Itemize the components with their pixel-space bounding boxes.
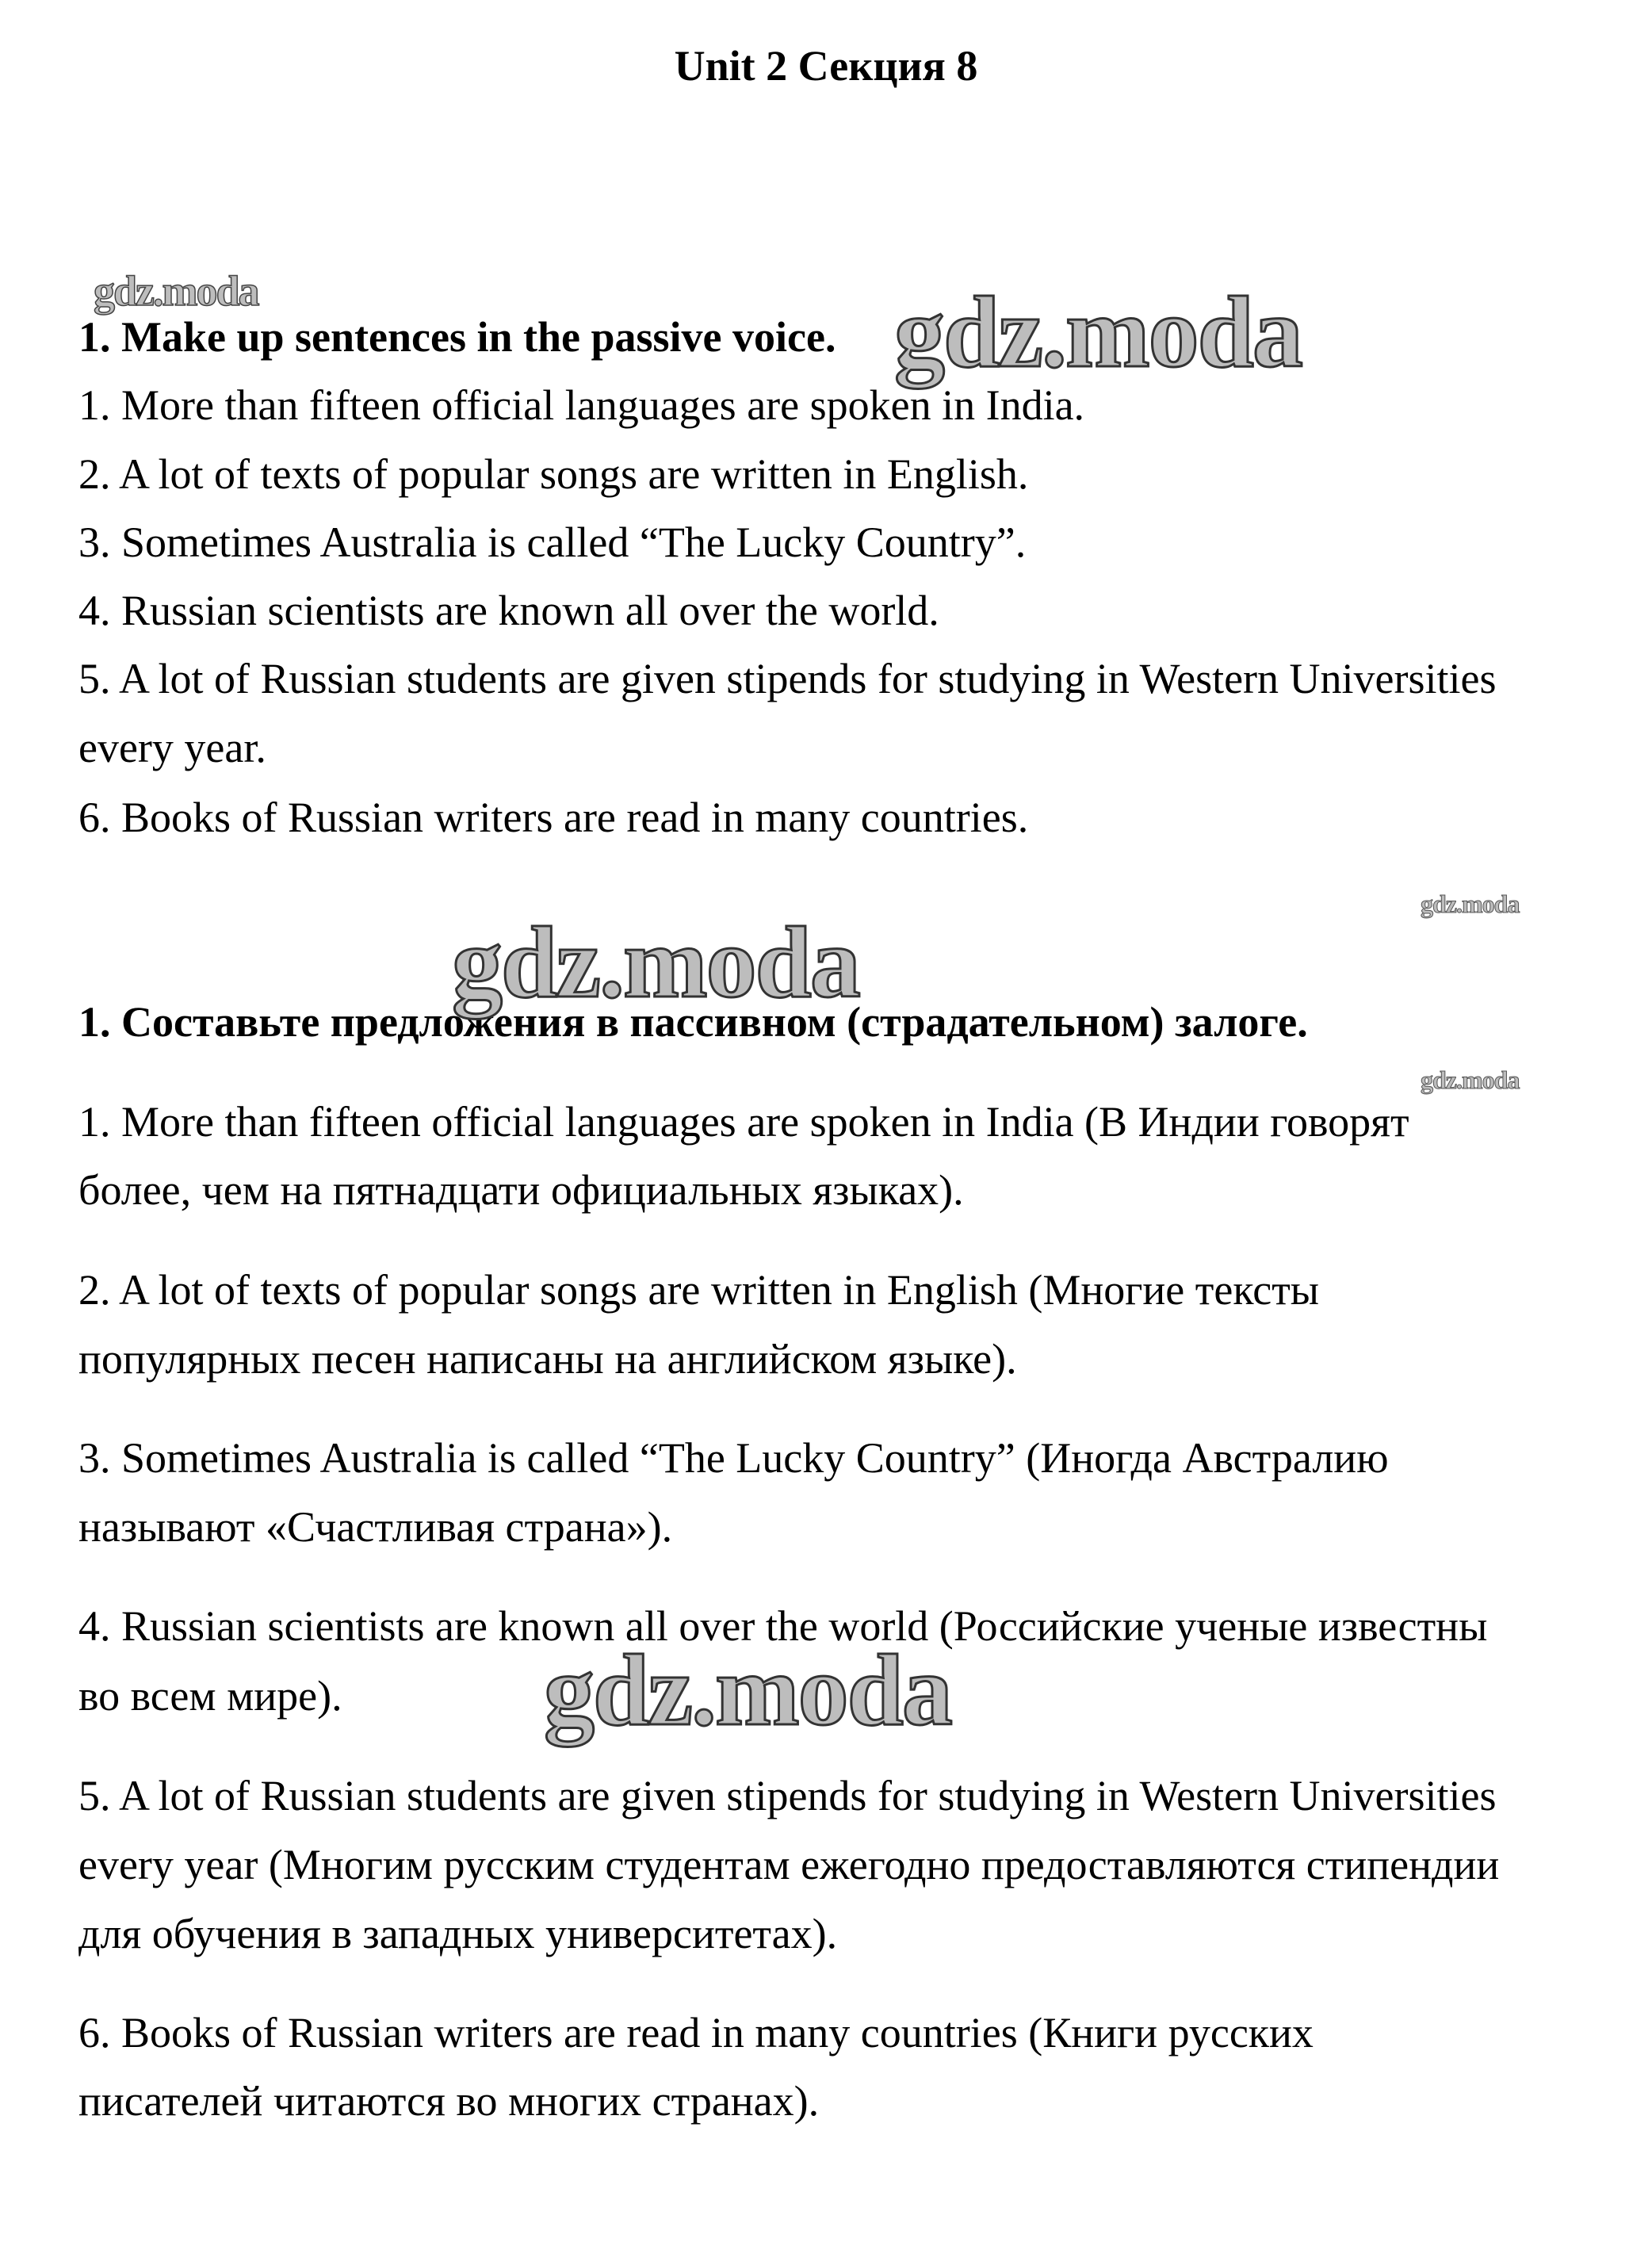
answer-line: писателей читаются во многих странах).: [78, 2077, 820, 2125]
answer-line: every year (Многим русским студентам ежегодно предоставляются стипендии: [78, 1841, 1500, 1888]
exercise-heading-ru: 1. Составьте предложения в пассивном (страдательном) залоге.: [78, 998, 1308, 1046]
answer-line: более, чем на пятнадцати официальных языках).: [78, 1166, 964, 1214]
answer-line: 4. Russian scientists are known all over the world (Российские ученые известны: [78, 1602, 1488, 1650]
answer-line: 2. A lot of texts of popular songs are written in English (Многие тексты: [78, 1266, 1320, 1314]
watermark: gdz.moda: [1421, 1066, 1520, 1094]
page-title: Unit 2 Секция 8: [674, 42, 978, 90]
answer-line: называют «Счастливая страна»).: [78, 1503, 673, 1551]
answer-line: для обучения в западных университетах).: [78, 1910, 838, 1957]
sentence-line: 2. A lot of texts of popular songs are written in English.: [78, 450, 1029, 498]
sentence-line: 5. A lot of Russian students are given stipends for studying in Western Universities: [78, 655, 1497, 702]
answer-line: 3. Sometimes Australia is called “The Lucky Country” (Иногда Австралию: [78, 1434, 1389, 1482]
sentence-line: 3. Sometimes Australia is called “The Lucky Country”.: [78, 518, 1027, 566]
exercise-heading-en: 1. Make up sentences in the passive voice.: [78, 313, 836, 361]
answer-line: 1. More than fifteen official languages are spoken in India (В Индии говорят: [78, 1098, 1409, 1146]
answer-line: 5. A lot of Russian students are given stipends for studying in Western Universities: [78, 1772, 1497, 1819]
answer-line: во всем мире).: [78, 1672, 342, 1720]
answer-line: популярных песен написаны на английском языке).: [78, 1335, 1017, 1383]
sentence-line: 1. More than fifteen official languages are spoken in India.: [78, 381, 1085, 429]
answer-line: 6. Books of Russian writers are read in many countries (Книги русских: [78, 2009, 1314, 2056]
watermark: gdz.moda: [894, 276, 1302, 388]
watermark: gdz.moda: [1421, 890, 1520, 918]
sentence-line: every year.: [78, 724, 266, 771]
watermark: gdz.moda: [452, 906, 859, 1019]
sentence-line: 4. Russian scientists are known all over the world.: [78, 587, 939, 634]
watermark: gdz.moda: [94, 267, 258, 315]
watermark: gdz.moda: [544, 1634, 951, 1747]
sentence-line: 6. Books of Russian writers are read in many countries.: [78, 794, 1029, 841]
